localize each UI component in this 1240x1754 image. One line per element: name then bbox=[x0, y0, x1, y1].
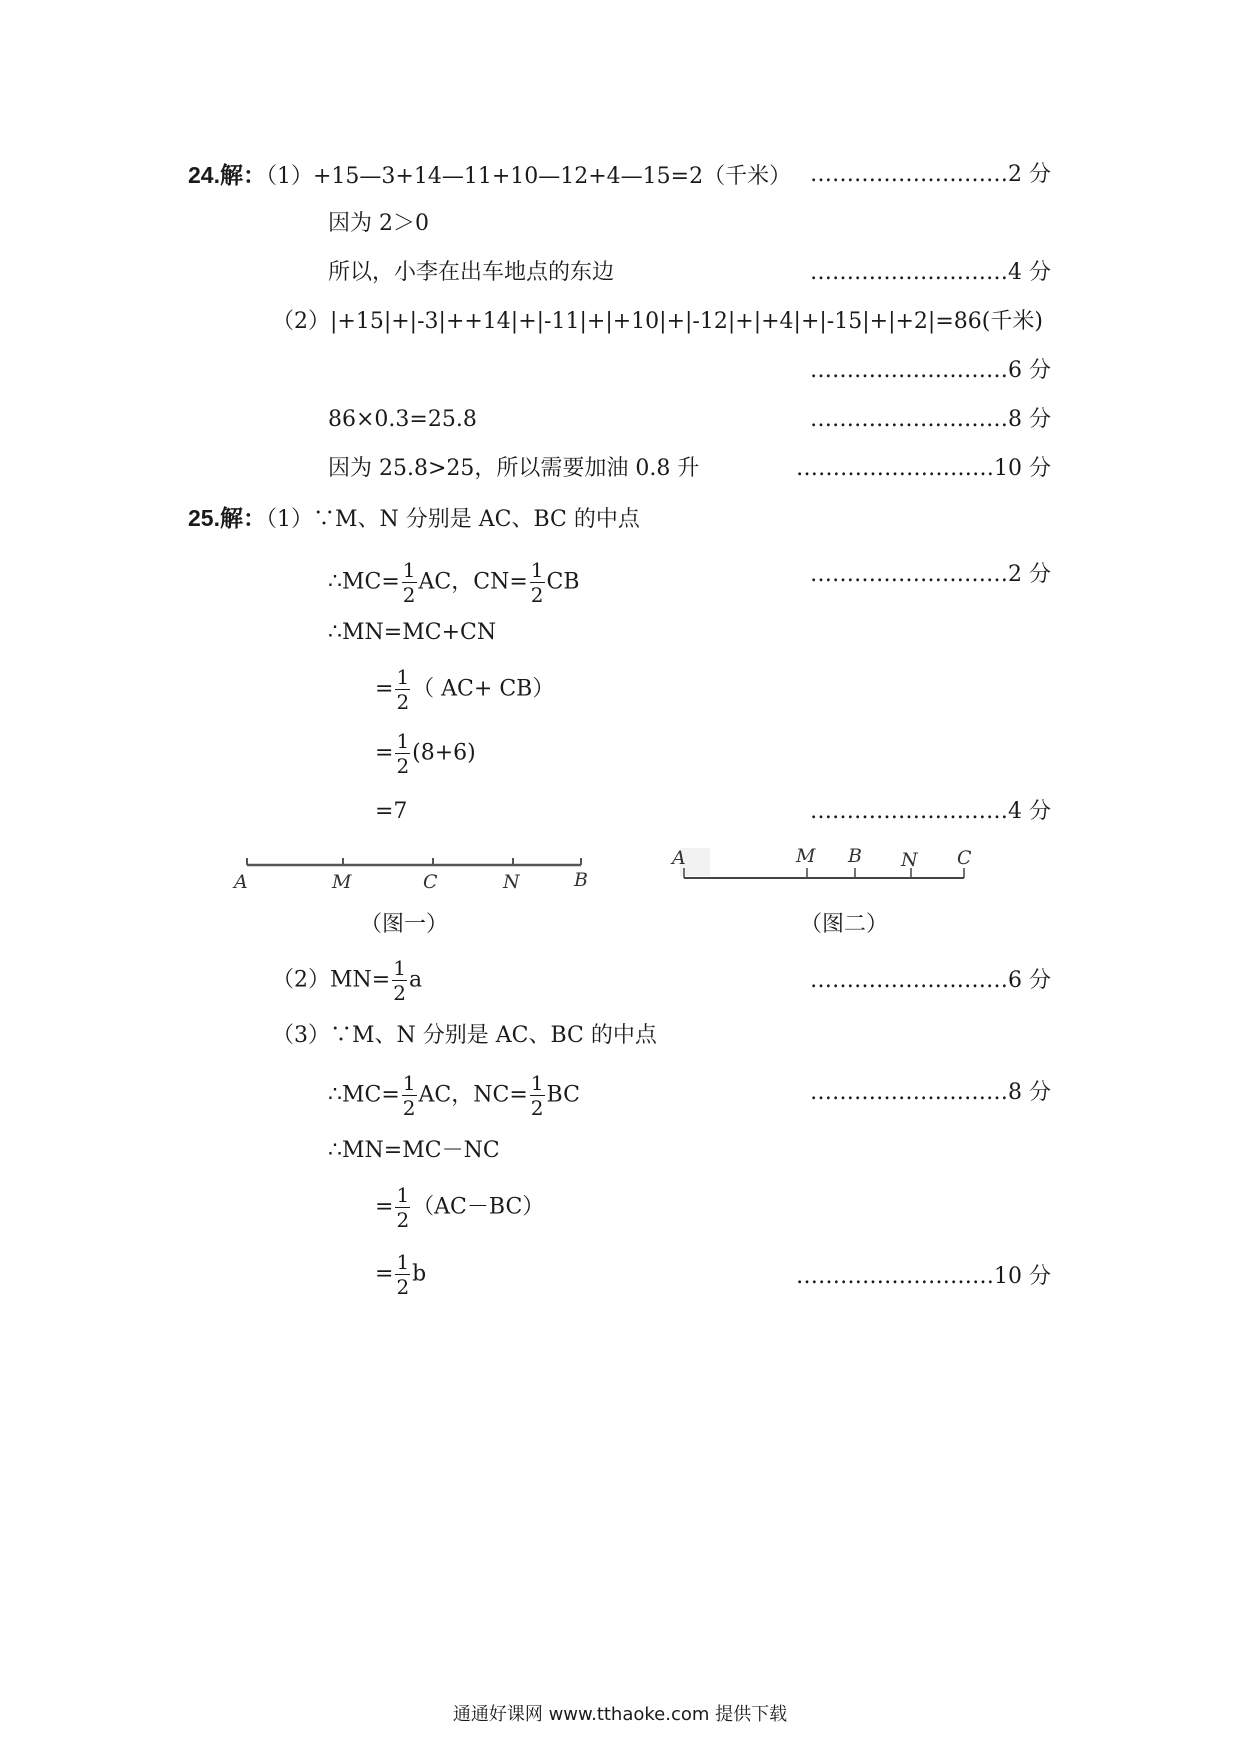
text-eq: = bbox=[375, 676, 394, 702]
q24-score-10: ………………………10 分 bbox=[796, 456, 1051, 481]
text-b: b bbox=[412, 1261, 427, 1287]
numerator: 1 bbox=[402, 558, 416, 582]
numerator: 1 bbox=[396, 1250, 410, 1274]
q25-line-1 bbox=[188, 503, 640, 535]
figure-1-line-segment bbox=[230, 845, 600, 895]
fig2-label-n: N bbox=[901, 849, 918, 871]
numerator: 1 bbox=[396, 1183, 410, 1207]
figure-2-caption: （图二） bbox=[800, 912, 889, 937]
numerator: 1 bbox=[530, 558, 544, 582]
q25-score-4: ………………………4 分 bbox=[810, 799, 1051, 824]
q25-p3-line-3: ∴MN=MC－NC bbox=[328, 1138, 500, 1163]
q25-score-8: ………………………8 分 bbox=[810, 1080, 1051, 1105]
q24-score-6: ………………………6 分 bbox=[810, 358, 1051, 383]
q24-jie: 解： bbox=[219, 162, 266, 188]
q25-score-6: ………………………6 分 bbox=[810, 968, 1051, 993]
q25-p1-line-5 bbox=[375, 729, 476, 778]
text-ac-cn: AC，CN= bbox=[418, 569, 528, 595]
denominator: 2 bbox=[396, 690, 410, 714]
q24-score-4: ………………………4 分 bbox=[810, 260, 1051, 285]
numerator: 1 bbox=[393, 956, 406, 980]
denominator: 2 bbox=[396, 1208, 410, 1232]
q25-p3-line-5 bbox=[375, 1250, 426, 1299]
q24-part2-equation: （2）|+15|+|-3|++14|+|-11|+|+10|+|-12|+|+4|+|-15|+|+2|=86(千米) bbox=[272, 309, 1043, 334]
fig1-label-a: A bbox=[234, 871, 248, 893]
denominator: 2 bbox=[396, 1275, 410, 1299]
fraction-half bbox=[530, 1071, 545, 1120]
numerator: 1 bbox=[396, 729, 410, 753]
text-mn-eq: （2）MN= bbox=[272, 967, 391, 993]
numerator: 1 bbox=[396, 665, 410, 689]
denominator: 2 bbox=[530, 1096, 544, 1120]
fraction-half bbox=[395, 665, 410, 714]
text-eq: = bbox=[375, 1261, 394, 1287]
q25-number: 25. bbox=[188, 505, 220, 531]
numerator: 1 bbox=[530, 1071, 544, 1095]
text-eq: = bbox=[375, 1194, 394, 1220]
text-sum: （ AC+ CB） bbox=[412, 676, 555, 702]
fig1-label-m: M bbox=[332, 871, 352, 893]
text-ac-nc: AC，NC= bbox=[418, 1082, 528, 1108]
q24-score-2: ………………………2 分 bbox=[810, 162, 1051, 187]
q25-p3-line-4 bbox=[375, 1183, 544, 1232]
q24-line-5: 86×0.3=25.8 bbox=[328, 407, 477, 432]
denominator: 2 bbox=[530, 583, 544, 607]
fig2-label-b: B bbox=[848, 845, 862, 867]
fig2-label-c: C bbox=[957, 847, 972, 869]
q25-p1-line-2 bbox=[328, 558, 580, 607]
denominator: 2 bbox=[402, 583, 416, 607]
q24-part1-equation: （1）+15—3+14—11+10—12+4—15=2（千米） bbox=[265, 164, 792, 189]
fraction-half bbox=[530, 558, 545, 607]
q24-line-2: 因为 2＞0 bbox=[328, 211, 429, 236]
fig1-label-b: B bbox=[574, 869, 588, 891]
q25-jie: 解： bbox=[219, 505, 266, 531]
q25-p1-line-3: ∴MN=MC+CN bbox=[328, 620, 497, 645]
text-cb: CB bbox=[546, 569, 580, 595]
denominator: 2 bbox=[393, 981, 406, 1005]
fig1-label-n: N bbox=[503, 871, 520, 893]
q24-line-3: 所以，小李在出车地点的东边 bbox=[328, 260, 615, 285]
fraction-half bbox=[402, 1071, 417, 1120]
q25-p1-line-4 bbox=[375, 665, 554, 714]
fraction-half bbox=[395, 1183, 410, 1232]
fraction-half bbox=[402, 558, 417, 607]
text-mc-eq: ∴MC= bbox=[328, 569, 400, 595]
q24-line-1 bbox=[188, 160, 791, 192]
fig2-label-a: A bbox=[672, 847, 686, 869]
text-difference: （AC－BC） bbox=[412, 1194, 545, 1220]
q25-score-2: ………………………2 分 bbox=[810, 562, 1051, 587]
q25-p3-line-2 bbox=[328, 1071, 580, 1120]
figure-1-caption: （图一） bbox=[360, 912, 449, 937]
q24-line-6: 因为 25.8>25，所以需要加油 0.8 升 bbox=[328, 456, 700, 481]
figure-2-line-segment bbox=[668, 842, 978, 892]
q24-score-8: ………………………8 分 bbox=[810, 407, 1051, 432]
q25-score-10: ………………………10 分 bbox=[796, 1264, 1051, 1289]
q24-number: 24. bbox=[188, 162, 220, 188]
fraction-half bbox=[395, 729, 410, 778]
denominator: 2 bbox=[396, 754, 410, 778]
fraction-half bbox=[392, 956, 407, 1005]
q25-part1-premise: （1）∵M、N 分别是 AC、BC 的中点 bbox=[265, 507, 640, 532]
text-bc: BC bbox=[546, 1082, 580, 1108]
q25-part3-premise: （3）∵M、N 分别是 AC、BC 的中点 bbox=[272, 1023, 657, 1048]
q25-p1-line-6: =7 bbox=[375, 799, 408, 824]
text-mc-eq: ∴MC= bbox=[328, 1082, 400, 1108]
fig1-label-c: C bbox=[423, 871, 438, 893]
numerator: 1 bbox=[402, 1071, 416, 1095]
text-eq: = bbox=[375, 740, 394, 766]
fraction-half bbox=[395, 1250, 410, 1299]
text-values: (8+6) bbox=[412, 740, 476, 766]
page-footer: 通通好课网 www.tthaoke.com 提供下载 bbox=[452, 1704, 788, 1725]
text-a: a bbox=[408, 967, 423, 993]
fig2-label-m: M bbox=[796, 845, 816, 867]
denominator: 2 bbox=[402, 1096, 416, 1120]
q25-part2-line bbox=[272, 956, 422, 1005]
